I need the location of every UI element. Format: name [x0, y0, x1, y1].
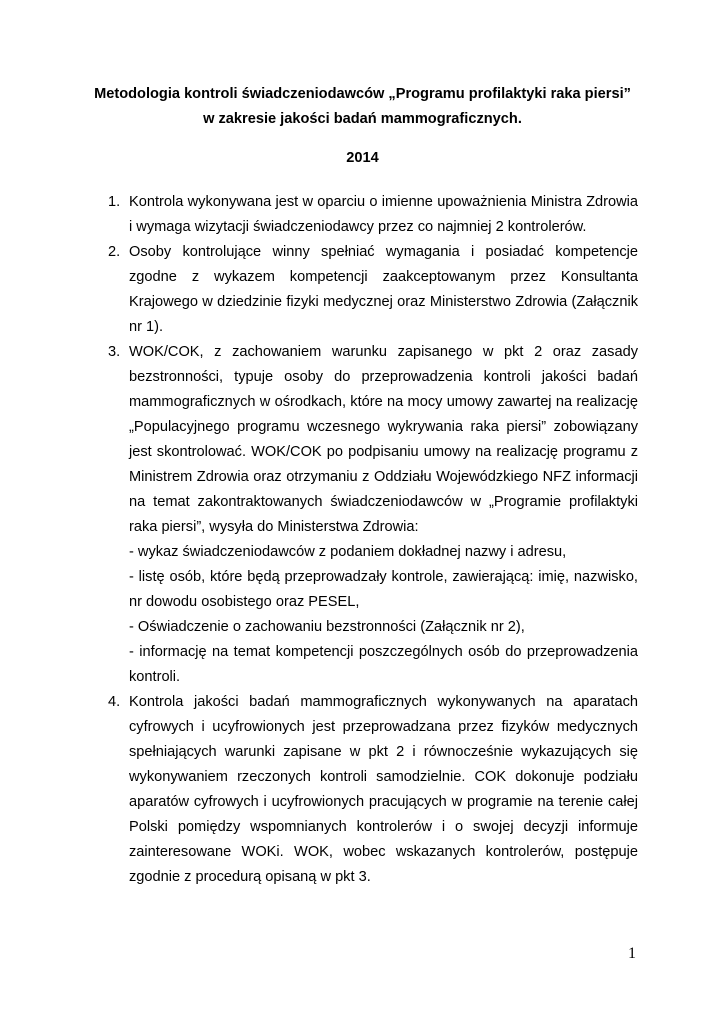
list-item-4	[0, 690, 725, 890]
list-item-number: 4.	[108, 694, 121, 710]
sub-bullet-text: - wykaz świadczeniodawców z podaniem dokładnej nazwy i adresu,	[129, 544, 567, 560]
list-item-2	[0, 240, 725, 340]
list-item-number: 2.	[108, 244, 121, 260]
list-item-text: Osoby kontrolujące winny spełniać wymagania i posiadać kompetencje zgodne z wykazem kompetencji zaakceptowanym przez Konsultanta Krajowego w dziedzinie fizyki medycznej oraz Ministerstwo Zdrowia (Załącznik nr 1).	[129, 244, 638, 335]
list-item-3	[0, 340, 725, 690]
sub-bullet-text: - informację na temat kompetencji poszczególnych osób do przeprowadzenia kontroli.	[129, 644, 638, 685]
list-item-text: WOK/COK, z zachowaniem warunku zapisanego w pkt 2 oraz zasady bezstronności, typuje osoby do przeprowadzenia kontroli jakości badań mammograficznych w ośrodkach, które na mocy umowy zawartej na realizację „Populacyjnego programu wczesnego wykrywania raka piersi” zobowiązany jest skontrolować. WOK/COK po podpisaniu umowy na realizację programu z Ministrem Zdrowia oraz otrzymaniu z Oddziału Wojewódzkiego NFZ informacji na temat zakontraktowanych świadczeniodawców w „Programie profilaktyki raka piersi”, wysyła do Ministerstwa Zdrowia:	[129, 344, 638, 535]
list-item-number: 3.	[108, 344, 121, 360]
list-item-text: Kontrola wykonywana jest w oparciu o imienne upoważnienia Ministra Zdrowia i wymaga wizytacji świadczeniodawcy przez co najmniej 2 kontrolerów.	[129, 194, 638, 235]
sub-bullet-text: - Oświadczenie o zachowaniu bezstronności (Załącznik nr 2),	[129, 619, 525, 635]
list-item-1	[0, 190, 725, 240]
document-title-line-2: w zakresie jakości badań mammograficznych.	[203, 111, 522, 127]
sub-bullet-text: - listę osób, które będą przeprowadzały kontrole, zawierającą: imię, nazwisko, nr dowodu osobistego oraz PESEL,	[129, 569, 638, 610]
document-title-line-1: Metodologia kontroli świadczeniodawców „Programu profilaktyki raka piersi”	[94, 86, 631, 102]
list-item-number: 1.	[108, 194, 121, 210]
page-number: 1	[628, 945, 636, 962]
document-year: 2014	[346, 150, 379, 166]
list-item-text: Kontrola jakości badań mammograficznych wykonywanych na aparatach cyfrowych i ucyfrowionych jest przeprowadzana przez fizyków medycznych spełniających warunki zapisane w pkt 2 i równocześnie wykazujących się wykonywaniem rzeczonych kontroli samodzielnie. COK dokonuje podziału aparatów cyfrowych i ucyfrowionych pracujących w programie na terenie całej Polski pomiędzy wspomnianych kontrolerów i o swojej decyzji informuje zainteresowane WOKi. WOK, wobec wskazanych kontrolerów, postępuje zgodnie z procedurą opisaną w pkt 3.	[129, 694, 638, 885]
numbered-list	[0, 190, 725, 890]
